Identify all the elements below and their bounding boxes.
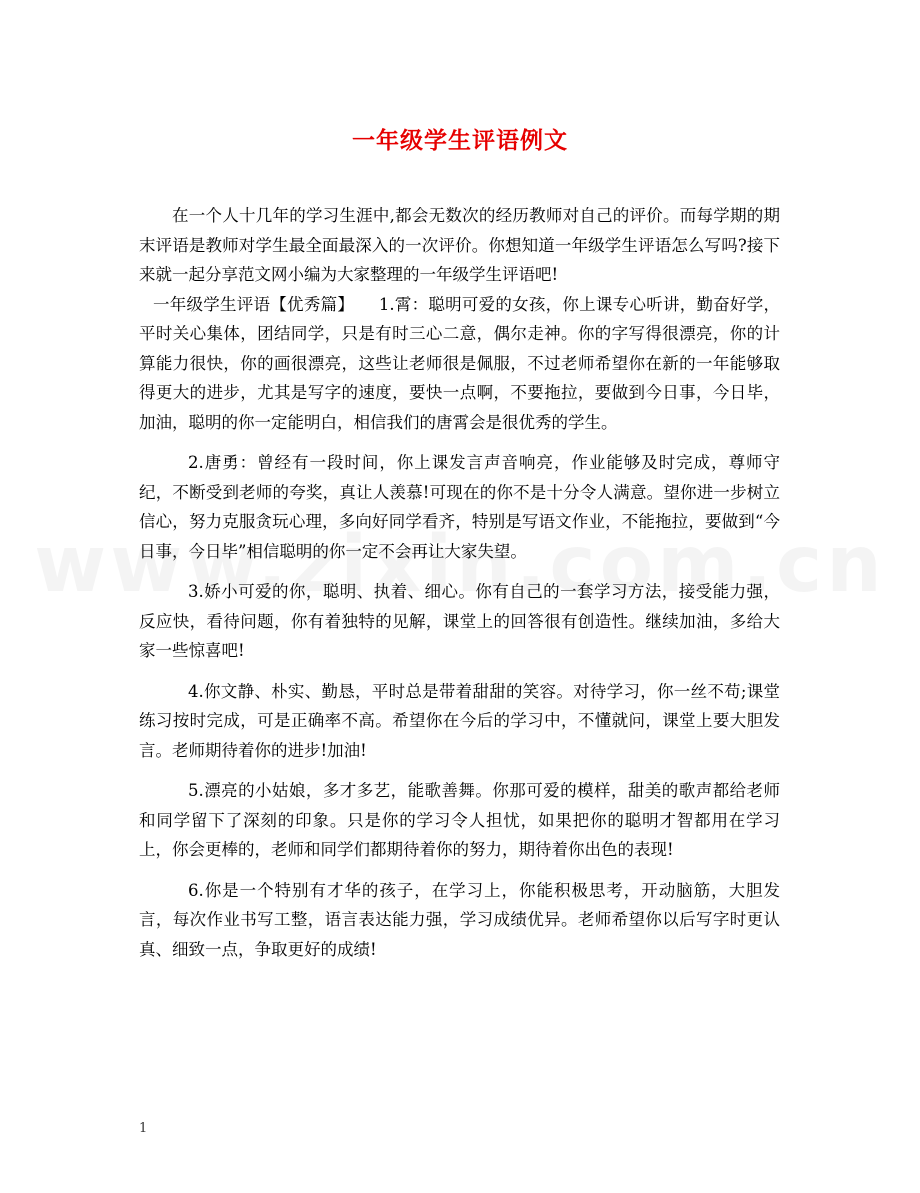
page-number: 1 [139,1121,148,1136]
item-3: 3.娇小可爱的你，聪明、执着、细心。你有自己的一套学习方法，接受能力强，反应快，看待问题，你有着独特的见解，课堂上的回答很有创造性。继续加油，多给大家一些惊喜吧! [139,582,780,660]
item-5: 5.漂亮的小姑娘，多才多艺，能歌善舞。你那可爱的模样，甜美的歌声都给老师和同学留下了深刻的印象。只是你的学习令人担忧，如果把你的聪明才智都用在学习上，你会更棒的，老师和同学们都期待着你的努力，期待着你出色的表现! [139,781,780,859]
item-6: 6.你是一个特别有才华的孩子，在学习上，你能积极思考，开动脑筋，大胆发言，每次作业书写工整，语言表达能力强，学习成绩优异。老师希望你以后写字时更认真、细致一点，争取更好的成绩! [139,880,780,959]
document-body [139,201,780,975]
section-paragraph [139,290,780,438]
intro-paragraph: 在一个人十几年的学习生涯中,都会无数次的经历教师对自己的评价。而每学期的期末评语是教师对学生最全面最深入的一次评价。你想知道一年级学生评语怎么写吗?接下来就一起分享范文网小编为大家整理的一年级学生评语吧! [139,206,780,284]
document-title: 一年级学生评语例文 [352,127,568,154]
item-1: 1.霄：聪明可爱的女孩，你上课专心听讲，勤奋好学，平时关心集体，团结同学，只是有时三心二意，偶尔走神。你的字写得很漂亮，你的计算能力很快，你的画很漂亮，这些让老师很是佩服，不过老师希望你在新的一年能够取得更大的进步，尤其是写字的速度，要快一点啊，不要拖拉，要做到今日事，今日毕，加油，聪明的你一定能明白，相信我们的唐霄会是很优秀的学生。 [139,294,781,432]
item-2: 2.唐勇：曾经有一段时间，你上课发言声音响亮，作业能够及时完成，尊师守纪，不断受到老师的夸奖，真让人羡慕!可现在的你不是十分令人满意。望你进一步树立信心，努力克服贪玩心理，多向好同学看齐，特别是写语文作业，不能拖拉，要做到“今日事，今日毕”相信聪明的你一定不会再让大家失望。 [139,453,780,561]
section-heading: 一年级学生评语【优秀篇】 [153,294,355,314]
item-4: 4.你文静、朴实、勤恳，平时总是带着甜甜的笑容。对待学习，你一丝不苟;课堂练习按时完成，可是正确率不高。希望你在今后的学习中，不懂就问，课堂上要大胆发言。老师期待着你的进步!加油! [139,681,780,760]
